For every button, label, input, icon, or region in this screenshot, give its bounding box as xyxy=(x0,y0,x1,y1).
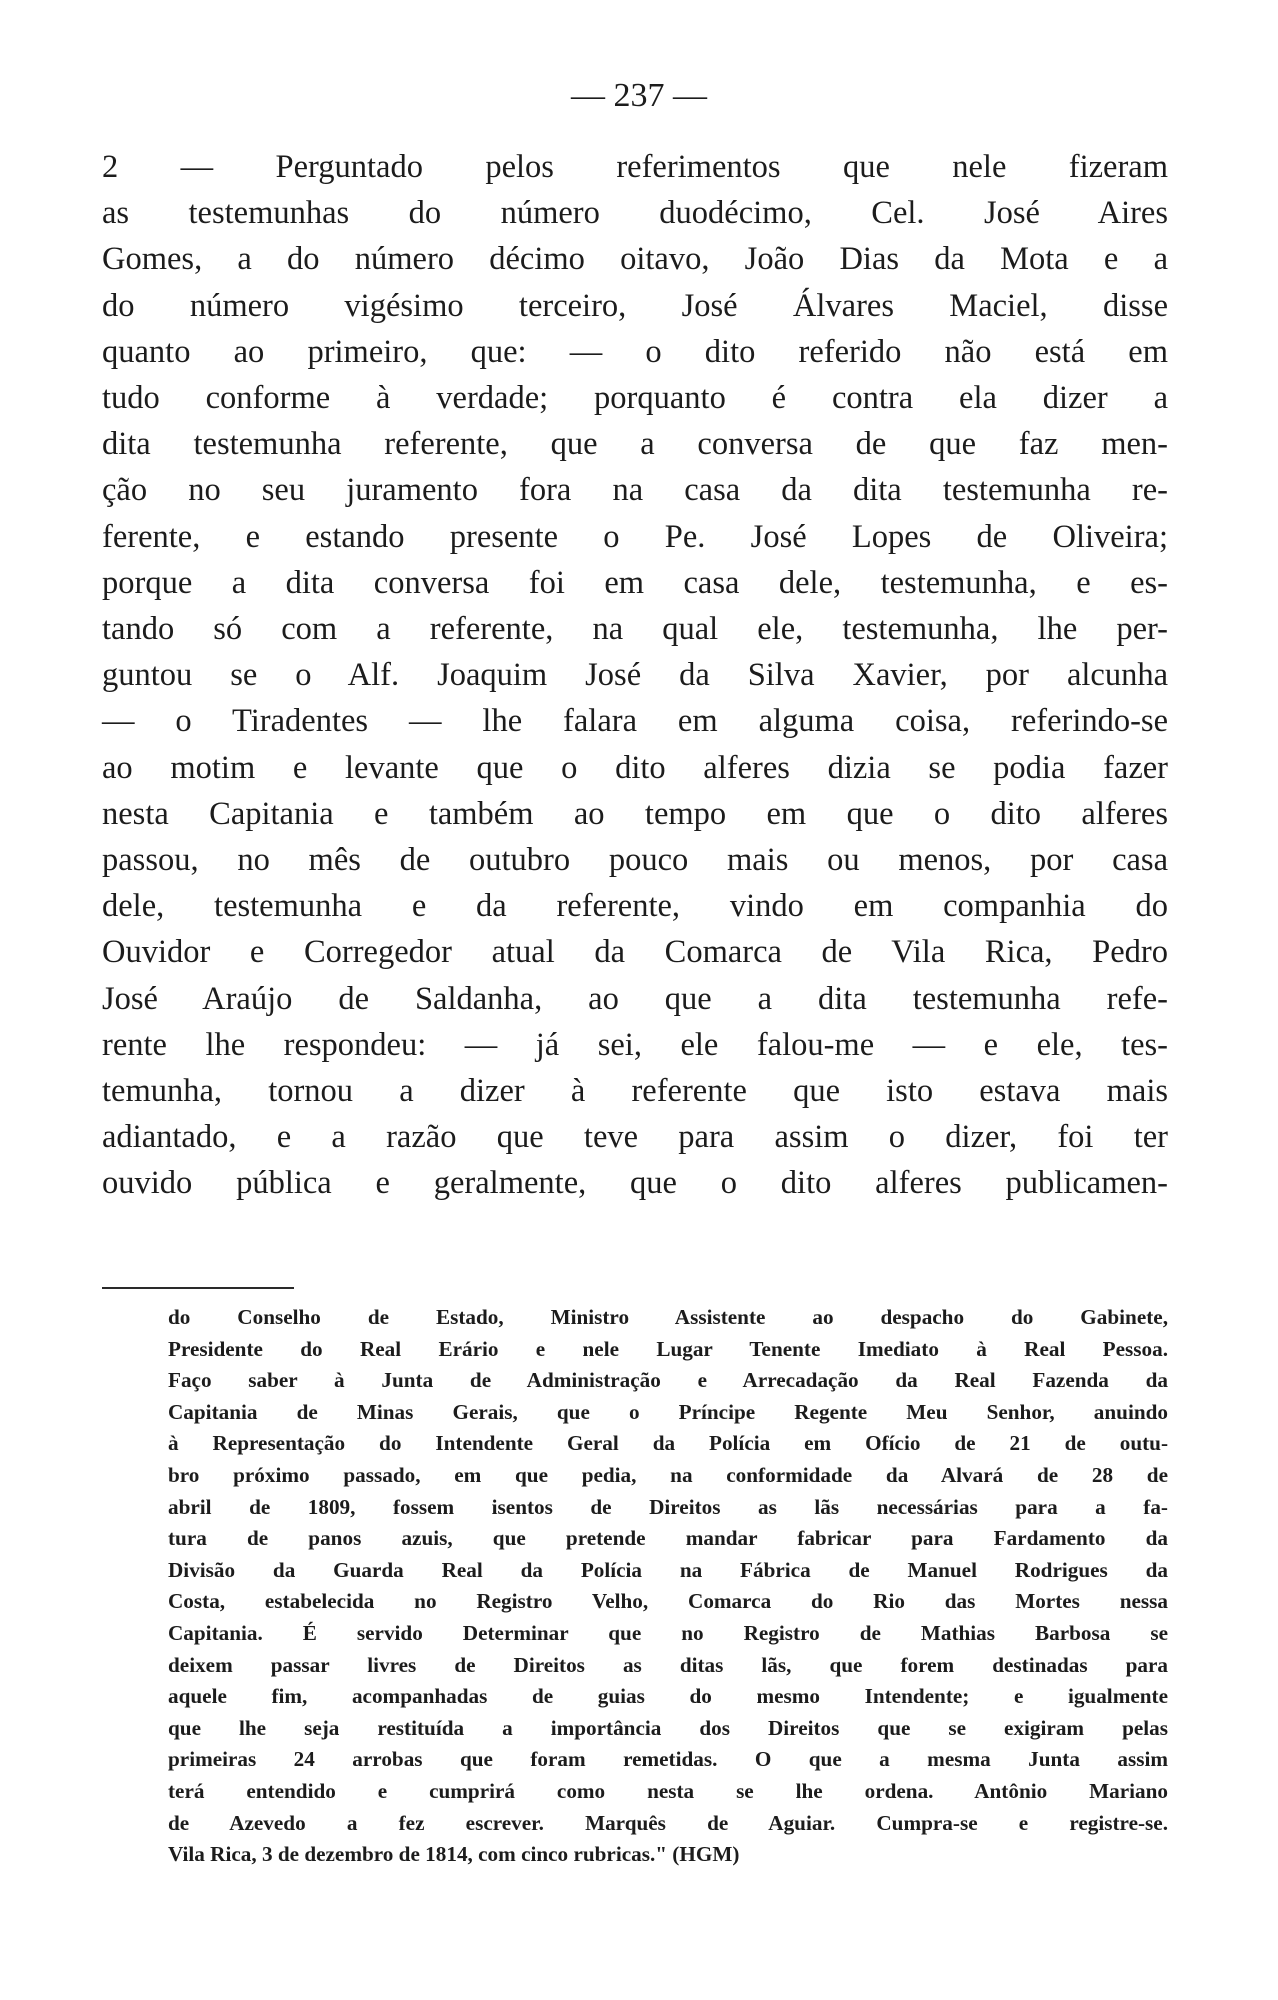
footnote-line: à Representação do Intendente Geral da Polícia em Ofício de 21 de outu- xyxy=(168,1431,1168,1456)
text-line: tando só com a referente, na qual ele, testemunha, lhe per- xyxy=(102,611,1168,648)
text-line: quanto ao primeiro, que: — o dito referido não está em xyxy=(102,333,1168,370)
footnote-line: aquele fim, acompanhadas de guias do mesmo Intendente; e igualmente xyxy=(168,1684,1168,1709)
text-line: dele, testemunha e da referente, vindo em companhia do xyxy=(102,888,1168,925)
text-line: ao motim e levante que o dito alferes dizia se podia fazer xyxy=(102,749,1168,786)
text-line: 2 — Perguntado pelos referimentos que nele fizeram xyxy=(102,149,1168,185)
footnote-line: tura de panos azuis, que pretende mandar fabricar para Fardamento da xyxy=(168,1526,1168,1551)
footnote-line: do Conselho de Estado, Ministro Assistente ao despacho do Gabinete, xyxy=(168,1305,1168,1329)
text-line: porque a dita conversa foi em casa dele, testemunha, e es- xyxy=(102,564,1168,601)
footnote xyxy=(168,1302,1168,1871)
text-line: adiantado, e a razão que teve para assim o dizer, foi ter xyxy=(102,1119,1168,1156)
footnote-line: abril de 1809, fossem isentos de Direitos as lãs necessárias para a fa- xyxy=(168,1494,1168,1519)
text-line: do número vigésimo terceiro, José Álvares Maciel, disse xyxy=(102,287,1168,324)
main-text xyxy=(102,144,1168,1207)
text-line: ferente, e estando presente o Pe. José Lopes de Oliveira; xyxy=(102,518,1168,555)
footnote-line: de Azevedo a fez escrever. Marquês de Aguiar. Cumpra-se e registre-se. xyxy=(168,1810,1168,1835)
text-line: guntou se o Alf. Joaquim José da Silva Xavier, por alcunha xyxy=(102,657,1168,694)
footnote-line: Presidente do Real Erário e nele Lugar Tenente Imediato à Real Pessoa. xyxy=(168,1336,1168,1361)
footnote-line: Costa, estabelecida no Registro Velho, Comarca do Rio das Mortes nessa xyxy=(168,1589,1168,1614)
footnote-line: deixem passar livres de Direitos as ditas lãs, que forem destinadas para xyxy=(168,1652,1168,1677)
text-line: passou, no mês de outubro pouco mais ou menos, por casa xyxy=(102,842,1168,879)
text-line: Ouvidor e Corregedor atual da Comarca de Vila Rica, Pedro xyxy=(102,934,1168,971)
text-line: ção no seu juramento fora na casa da dita testemunha re- xyxy=(102,472,1168,509)
text-line: tudo conforme à verdade; porquanto é contra ela dizer a xyxy=(102,380,1168,417)
footnote-line: bro próximo passado, em que pedia, na conformidade da Alvará de 28 de xyxy=(168,1462,1168,1487)
footnote-line: primeiras 24 arrobas que foram remetidas. O que a mesma Junta assim xyxy=(168,1747,1168,1772)
text-line: Gomes, a do número décimo oitavo, João Dias da Mota e a xyxy=(102,241,1168,278)
text-line: rente lhe respondeu: — já sei, ele falou-me — e ele, tes- xyxy=(102,1026,1168,1063)
footnote-line: Divisão da Guarda Real da Polícia na Fábrica de Manuel Rodrigues da xyxy=(168,1557,1168,1582)
footnote-line: Vila Rica, 3 de dezembro de 1814, com cinco rubricas." (HGM) xyxy=(168,1842,740,1867)
footnote-line: Capitania de Minas Gerais, que o Príncipe Regente Meu Senhor, anuindo xyxy=(168,1399,1168,1424)
text-line: temunha, tornou a dizer à referente que isto estava mais xyxy=(102,1073,1168,1110)
footnote-line: terá entendido e cumprirá como nesta se lhe ordena. Antônio Mariano xyxy=(168,1778,1168,1803)
text-line: José Araújo de Saldanha, ao que a dita testemunha refe- xyxy=(102,980,1168,1017)
text-line: dita testemunha referente, que a conversa de que faz men- xyxy=(102,426,1168,463)
text-line: — o Tiradentes — lhe falara em alguma coisa, referindo-se xyxy=(102,703,1168,740)
footnote-line: que lhe seja restituída a importância dos Direitos que se exigiram pelas xyxy=(168,1715,1168,1740)
footnote-line: Faço saber à Junta de Administração e Arrecadação da Real Fazenda da xyxy=(168,1368,1168,1393)
text-line: as testemunhas do número duodécimo, Cel. José Aires xyxy=(102,195,1168,232)
footnote-divider xyxy=(102,1287,294,1289)
footnote-line: Capitania. É servido Determinar que no Registro de Mathias Barbosa se xyxy=(168,1620,1168,1645)
text-line: nesta Capitania e também ao tempo em que o dito alferes xyxy=(102,795,1168,832)
text-line: ouvido pública e geralmente, que o dito alferes publicamen- xyxy=(102,1165,1168,1202)
page-number: — 237 — xyxy=(571,77,707,114)
